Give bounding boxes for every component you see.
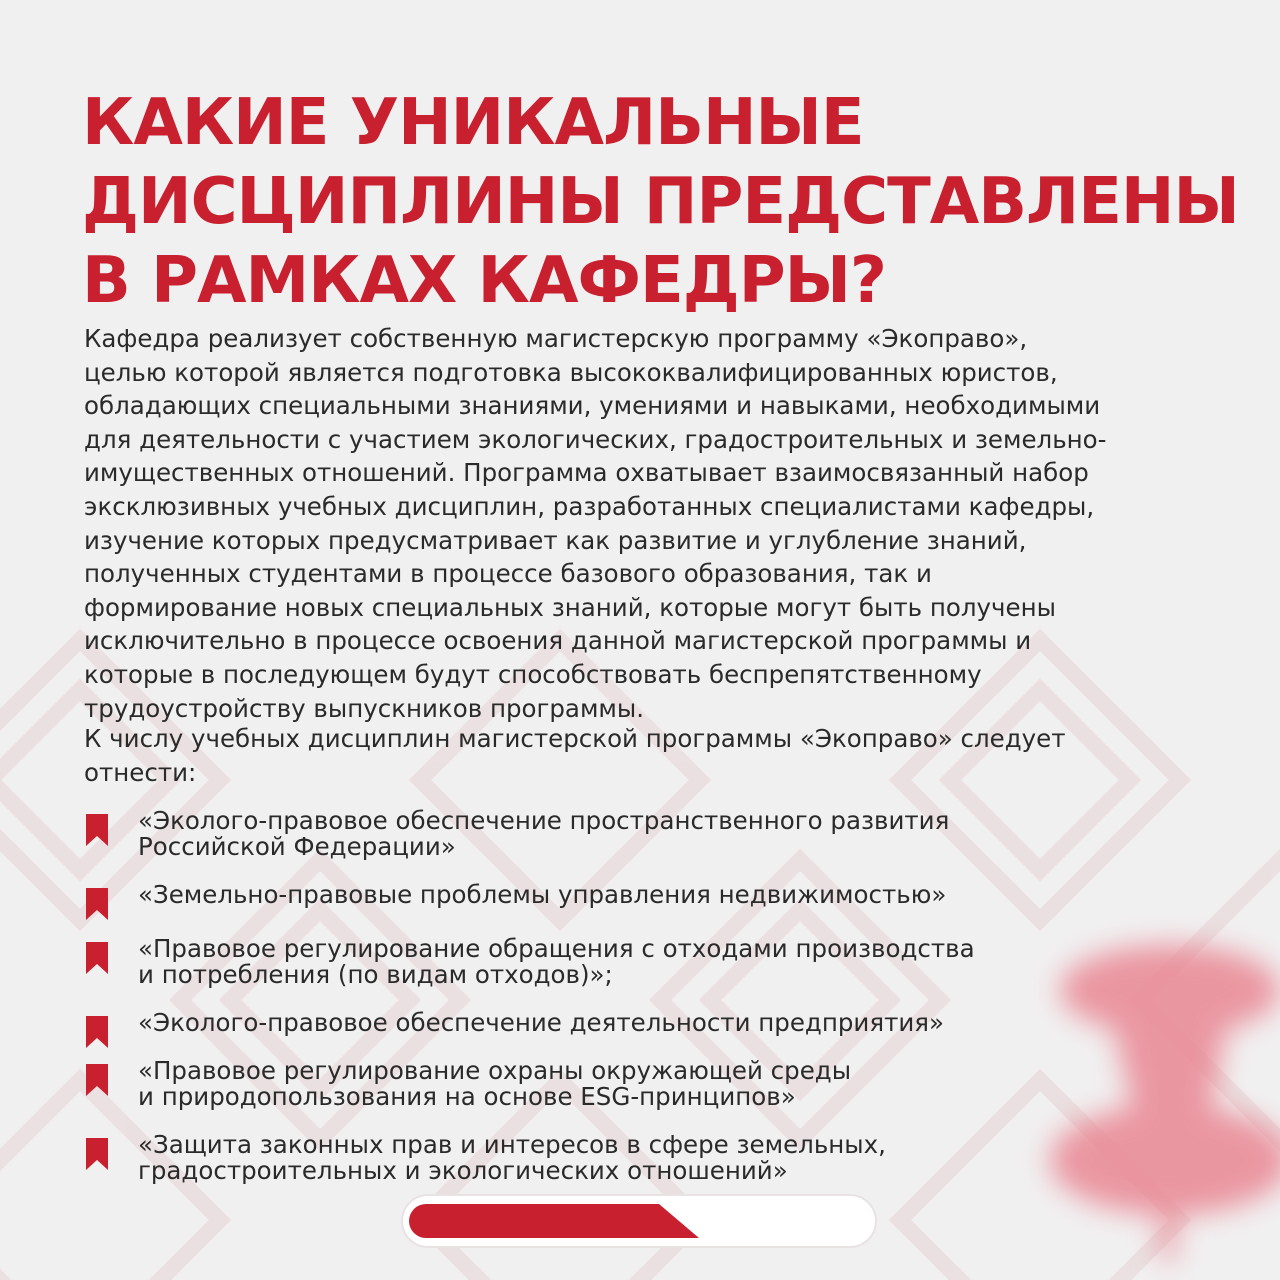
list-item-text: «Правовое регулирование охраны окружающей среды и природопользования на основе ESG-принципов» xyxy=(138,1056,852,1111)
page-title: КАКИЕ УНИКАЛЬНЫЕ ДИСЦИПЛИНЫ ПРЕДСТАВЛЕНЫ В РАМКАХ КАФЕДРЫ? xyxy=(82,86,1239,318)
bookmark-icon xyxy=(86,1016,108,1048)
list-item-text: «Эколого-правовое обеспечение деятельности предприятия» xyxy=(138,1008,945,1037)
list-item xyxy=(84,1010,1204,1048)
progress-fill xyxy=(409,1204,699,1238)
bookmark-icon xyxy=(86,942,108,974)
disciplines-list xyxy=(84,808,1204,1196)
list-item xyxy=(84,1132,1204,1196)
list-item xyxy=(84,1058,1204,1122)
list-item xyxy=(84,936,1204,1000)
lead-paragraph: К числу учебных дисциплин магистерской программы «Экоправо» следует отнести: xyxy=(84,724,1066,787)
bookmark-icon xyxy=(86,1138,108,1170)
bookmark-icon xyxy=(86,1064,108,1096)
bookmark-icon xyxy=(86,814,108,846)
list-item xyxy=(84,882,1204,924)
intro-paragraph: Кафедра реализует собственную магистерскую программу «Экоправо», целью которой является подготовка высококвалифицированных юристов, обладающих специальными знаниями, умениями и навыками, необходимыми для деятельности с участием экологических, градостроительных и земельно- имущественных отношений. Программа охватывает взаимосвязанный набор эксклюзивных учебных дисциплин, разработанных специалистами кафедры, изучение которых предусматривает как развитие и углубление знаний, полученных студентами в процессе базового образования, так и формирование новых специальных знаний, которые могут быть получены исключительно в процессе освоения данной магистерской программы и которые в последующем будут способствовать беспрепятственному трудоустройству выпускников программы. xyxy=(84,324,1107,723)
progress-bar xyxy=(403,1196,875,1246)
list-item-text: «Защита законных прав и интересов в сфере земельных, градостроительных и экологических отношений» xyxy=(138,1130,886,1185)
list-item-text: «Правовое регулирование обращения с отходами производства и потребления (по видам отходов)»; xyxy=(138,934,975,989)
list-item-text: «Земельно-правовые проблемы управления недвижимостью» xyxy=(138,880,947,909)
bookmark-icon xyxy=(86,888,108,920)
list-item xyxy=(84,808,1204,872)
list-item-text: «Эколого-правовое обеспечение пространственного развития Российской Федерации» xyxy=(138,806,950,861)
